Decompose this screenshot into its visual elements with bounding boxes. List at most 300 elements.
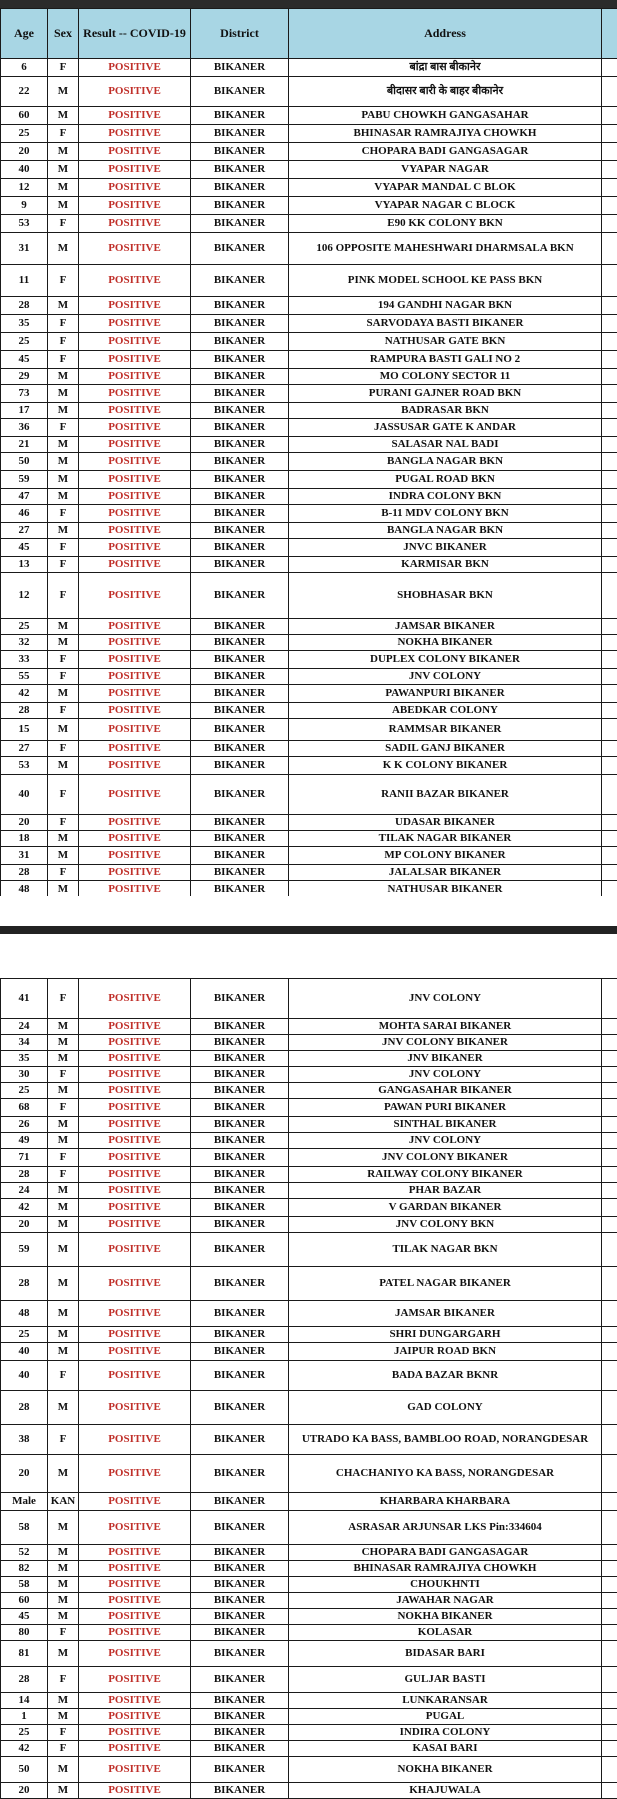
age-cell: 20 bbox=[1, 1455, 48, 1493]
table-row bbox=[1, 143, 617, 161]
age-cell: 55 bbox=[1, 669, 48, 685]
age-cell: 53 bbox=[1, 215, 48, 233]
age-cell: 25 bbox=[1, 125, 48, 143]
extra-cell bbox=[602, 651, 617, 669]
table-row bbox=[1, 685, 617, 703]
extra-cell bbox=[602, 471, 617, 489]
district-cell: BIKANER bbox=[191, 635, 289, 651]
table-row bbox=[1, 1391, 617, 1425]
result-cell: POSITIVE bbox=[79, 1117, 191, 1133]
sex-cell: M bbox=[48, 831, 79, 847]
table-header-row bbox=[1, 9, 617, 59]
extra-cell bbox=[602, 1493, 617, 1511]
address-cell: PATEL NAGAR BIKANER bbox=[289, 1267, 602, 1301]
address-cell: VYAPAR NAGAR bbox=[289, 161, 602, 179]
sex-cell: M bbox=[48, 1183, 79, 1199]
page-separator-bar bbox=[0, 926, 617, 934]
result-cell: POSITIVE bbox=[79, 1361, 191, 1391]
age-cell: 42 bbox=[1, 1741, 48, 1757]
extra-cell bbox=[602, 1511, 617, 1545]
district-cell: BIKANER bbox=[191, 741, 289, 757]
address-cell: ASRASAR ARJUNSAR LKS Pin:334604 bbox=[289, 1511, 602, 1545]
district-cell: BIKANER bbox=[191, 1133, 289, 1149]
result-cell: POSITIVE bbox=[79, 1233, 191, 1267]
address-cell: GAD COLONY bbox=[289, 1391, 602, 1425]
table-row bbox=[1, 161, 617, 179]
district-cell: BIKANER bbox=[191, 1051, 289, 1067]
result-cell: POSITIVE bbox=[79, 1019, 191, 1035]
table-row bbox=[1, 1609, 617, 1625]
district-cell: BIKANER bbox=[191, 1725, 289, 1741]
address-cell: PAWANPURI BIKANER bbox=[289, 685, 602, 703]
extra-cell bbox=[602, 419, 617, 437]
district-cell: BIKANER bbox=[191, 1693, 289, 1709]
sex-cell: F bbox=[48, 741, 79, 757]
extra-cell bbox=[602, 865, 617, 881]
sex-cell: M bbox=[48, 635, 79, 651]
age-cell: 71 bbox=[1, 1149, 48, 1167]
age-cell: 82 bbox=[1, 1561, 48, 1577]
result-cell: POSITIVE bbox=[79, 453, 191, 471]
age-cell: 35 bbox=[1, 1051, 48, 1067]
address-cell: VYAPAR MANDAL C BLOK bbox=[289, 179, 602, 197]
district-cell: BIKANER bbox=[191, 573, 289, 619]
district-cell: BIKANER bbox=[191, 1167, 289, 1183]
extra-cell bbox=[602, 685, 617, 703]
address-cell: JNV COLONY bbox=[289, 669, 602, 685]
table-row bbox=[1, 107, 617, 125]
district-cell: BIKANER bbox=[191, 489, 289, 505]
address-cell: JNV COLONY bbox=[289, 1067, 602, 1083]
extra-cell bbox=[602, 979, 617, 1019]
result-cell: POSITIVE bbox=[79, 1391, 191, 1425]
extra-cell bbox=[602, 703, 617, 719]
result-cell: POSITIVE bbox=[79, 1327, 191, 1343]
address-cell: V GARDAN BIKANER bbox=[289, 1199, 602, 1217]
age-cell: 38 bbox=[1, 1425, 48, 1455]
extra-cell bbox=[602, 179, 617, 197]
address-cell: CHOPARA BADI GANGASAGAR bbox=[289, 1545, 602, 1561]
sex-cell: F bbox=[48, 1725, 79, 1741]
result-cell: POSITIVE bbox=[79, 1217, 191, 1233]
district-cell: BIKANER bbox=[191, 865, 289, 881]
sex-cell: M bbox=[48, 757, 79, 775]
result-cell: POSITIVE bbox=[79, 1343, 191, 1361]
sex-cell: M bbox=[48, 1035, 79, 1051]
district-cell: BIKANER bbox=[191, 651, 289, 669]
table-row bbox=[1, 557, 617, 573]
sex-cell: F bbox=[48, 333, 79, 351]
sex-cell: F bbox=[48, 865, 79, 881]
result-cell: POSITIVE bbox=[79, 215, 191, 233]
extra-cell bbox=[602, 1301, 617, 1327]
extra-cell bbox=[602, 1149, 617, 1167]
sex-cell: M bbox=[48, 161, 79, 179]
result-cell: POSITIVE bbox=[79, 315, 191, 333]
result-cell: POSITIVE bbox=[79, 1267, 191, 1301]
table-row bbox=[1, 719, 617, 741]
result-cell: POSITIVE bbox=[79, 1709, 191, 1725]
age-cell: 25 bbox=[1, 619, 48, 635]
result-cell: POSITIVE bbox=[79, 233, 191, 265]
address-cell: NATHUSAR BIKANER bbox=[289, 881, 602, 899]
district-cell: BIKANER bbox=[191, 1625, 289, 1641]
extra-cell bbox=[602, 1233, 617, 1267]
address-cell: JNV COLONY bbox=[289, 979, 602, 1019]
sex-cell: M bbox=[48, 1051, 79, 1067]
extra-cell bbox=[602, 1199, 617, 1217]
extra-cell bbox=[602, 1327, 617, 1343]
age-cell: 17 bbox=[1, 403, 48, 419]
age-cell: 22 bbox=[1, 77, 48, 107]
table-row bbox=[1, 179, 617, 197]
age-cell: 20 bbox=[1, 1217, 48, 1233]
age-cell: 20 bbox=[1, 815, 48, 831]
address-column-header: Address bbox=[289, 9, 602, 59]
address-cell: CHOUKHNTI bbox=[289, 1577, 602, 1593]
district-cell: BIKANER bbox=[191, 1267, 289, 1301]
age-cell: 15 bbox=[1, 719, 48, 741]
table-row bbox=[1, 215, 617, 233]
address-cell: JASSUSAR GATE K ANDAR bbox=[289, 419, 602, 437]
age-cell: 24 bbox=[1, 1019, 48, 1035]
sex-cell: F bbox=[48, 557, 79, 573]
extra-cell bbox=[602, 351, 617, 369]
extra-cell bbox=[602, 215, 617, 233]
address-cell: E90 KK COLONY BKN bbox=[289, 215, 602, 233]
address-cell: GANGASAHAR BIKANER bbox=[289, 1083, 602, 1099]
sex-cell: F bbox=[48, 1625, 79, 1641]
age-cell: 11 bbox=[1, 265, 48, 297]
age-cell: 29 bbox=[1, 369, 48, 385]
extra-cell bbox=[602, 1391, 617, 1425]
address-cell: VYAPAR NAGAR C BLOCK bbox=[289, 197, 602, 215]
table-row bbox=[1, 1117, 617, 1133]
sex-cell: F bbox=[48, 1149, 79, 1167]
extra-cell bbox=[602, 143, 617, 161]
age-cell: 27 bbox=[1, 741, 48, 757]
extra-cell bbox=[602, 1693, 617, 1709]
table-row bbox=[1, 1233, 617, 1267]
extra-cell bbox=[602, 297, 617, 315]
table-row bbox=[1, 453, 617, 471]
address-cell: TILAK NAGAR BIKANER bbox=[289, 831, 602, 847]
address-cell: UDASAR BIKANER bbox=[289, 815, 602, 831]
table-row bbox=[1, 1217, 617, 1233]
age-cell: 80 bbox=[1, 1625, 48, 1641]
sex-cell: F bbox=[48, 775, 79, 815]
address-cell: CHACHANIYO KA BASS, NORANGDESAR bbox=[289, 1455, 602, 1493]
district-cell: BIKANER bbox=[191, 815, 289, 831]
table-row bbox=[1, 1625, 617, 1641]
address-cell: JAMSAR BIKANER bbox=[289, 1301, 602, 1327]
district-cell: BIKANER bbox=[191, 107, 289, 125]
address-cell: CHOPARA BADI GANGASAGAR bbox=[289, 143, 602, 161]
sex-cell: M bbox=[48, 1783, 79, 1799]
covid-results-table-1 bbox=[0, 8, 617, 899]
result-cell: POSITIVE bbox=[79, 557, 191, 573]
extra-cell bbox=[602, 1545, 617, 1561]
district-cell: BIKANER bbox=[191, 881, 289, 899]
address-cell: PAWAN PURI BIKANER bbox=[289, 1099, 602, 1117]
age-cell: 12 bbox=[1, 179, 48, 197]
age-cell: 25 bbox=[1, 1083, 48, 1099]
age-cell: 28 bbox=[1, 703, 48, 719]
result-cell: POSITIVE bbox=[79, 77, 191, 107]
district-cell: BIKANER bbox=[191, 775, 289, 815]
extra-cell bbox=[602, 265, 617, 297]
extra-cell bbox=[602, 831, 617, 847]
age-cell: 24 bbox=[1, 1183, 48, 1199]
address-cell: PURANI GAJNER ROAD BKN bbox=[289, 385, 602, 403]
age-cell: 9 bbox=[1, 197, 48, 215]
age-cell: 59 bbox=[1, 1233, 48, 1267]
sex-cell: F bbox=[48, 651, 79, 669]
district-cell: BIKANER bbox=[191, 539, 289, 557]
table-row bbox=[1, 1577, 617, 1593]
extra-cell bbox=[602, 1641, 617, 1667]
age-cell: 45 bbox=[1, 539, 48, 557]
table-row bbox=[1, 1693, 617, 1709]
table-row bbox=[1, 741, 617, 757]
extra-cell bbox=[602, 1361, 617, 1391]
sex-cell: M bbox=[48, 1117, 79, 1133]
district-cell: BIKANER bbox=[191, 1667, 289, 1693]
address-cell: UTRADO KA BASS, BAMBLOO ROAD, NORANGDESAR bbox=[289, 1425, 602, 1455]
table-row bbox=[1, 1757, 617, 1783]
sex-cell: F bbox=[48, 573, 79, 619]
sex-cell: M bbox=[48, 369, 79, 385]
age-cell: 32 bbox=[1, 635, 48, 651]
sex-cell: F bbox=[48, 215, 79, 233]
result-cell: POSITIVE bbox=[79, 979, 191, 1019]
extra-cell bbox=[602, 1035, 617, 1051]
table-row bbox=[1, 1511, 617, 1545]
result-cell: POSITIVE bbox=[79, 619, 191, 635]
age-cell: 60 bbox=[1, 107, 48, 125]
sex-cell: M bbox=[48, 489, 79, 505]
sex-cell: M bbox=[48, 1455, 79, 1493]
age-cell: 46 bbox=[1, 505, 48, 523]
age-cell: 6 bbox=[1, 59, 48, 77]
sex-cell: M bbox=[48, 437, 79, 453]
address-cell: TILAK NAGAR BKN bbox=[289, 1233, 602, 1267]
address-cell: MO COLONY SECTOR 11 bbox=[289, 369, 602, 385]
extra-cell bbox=[602, 847, 617, 865]
result-cell: POSITIVE bbox=[79, 651, 191, 669]
district-cell: BIKANER bbox=[191, 265, 289, 297]
address-cell: JNV COLONY BIKANER bbox=[289, 1035, 602, 1051]
age-cell: 13 bbox=[1, 557, 48, 573]
extra-cell bbox=[602, 197, 617, 215]
district-cell: BIKANER bbox=[191, 505, 289, 523]
extra-cell bbox=[602, 403, 617, 419]
address-cell: BANGLA NAGAR BKN bbox=[289, 523, 602, 539]
sex-cell: M bbox=[48, 1561, 79, 1577]
extra-cell bbox=[602, 1133, 617, 1149]
age-cell: 42 bbox=[1, 685, 48, 703]
sex-cell: M bbox=[48, 1391, 79, 1425]
extra-cell bbox=[602, 741, 617, 757]
extra-cell bbox=[602, 539, 617, 557]
result-cell: POSITIVE bbox=[79, 1609, 191, 1625]
age-cell: 26 bbox=[1, 1117, 48, 1133]
address-cell: NOKHA BIKANER bbox=[289, 635, 602, 651]
result-cell: POSITIVE bbox=[79, 635, 191, 651]
table-row bbox=[1, 1149, 617, 1167]
result-cell: POSITIVE bbox=[79, 1577, 191, 1593]
extra-cell bbox=[602, 1425, 617, 1455]
extra-cell bbox=[602, 1593, 617, 1609]
district-cell: BIKANER bbox=[191, 1117, 289, 1133]
table-row bbox=[1, 1183, 617, 1199]
age-cell: 18 bbox=[1, 831, 48, 847]
district-cell: BIKANER bbox=[191, 979, 289, 1019]
age-cell: 25 bbox=[1, 1327, 48, 1343]
table-row bbox=[1, 523, 617, 539]
address-cell: KARMISAR BKN bbox=[289, 557, 602, 573]
address-cell: INDIRA COLONY bbox=[289, 1725, 602, 1741]
sex-cell: F bbox=[48, 815, 79, 831]
table-row bbox=[1, 471, 617, 489]
result-cell: POSITIVE bbox=[79, 125, 191, 143]
sex-cell: M bbox=[48, 1593, 79, 1609]
result-cell: POSITIVE bbox=[79, 385, 191, 403]
table-row bbox=[1, 1545, 617, 1561]
table-row bbox=[1, 1051, 617, 1067]
age-cell: 58 bbox=[1, 1511, 48, 1545]
sex-cell: M bbox=[48, 1577, 79, 1593]
extra-cell bbox=[602, 1051, 617, 1067]
sex-cell: M bbox=[48, 619, 79, 635]
table-row bbox=[1, 489, 617, 505]
district-cell: BIKANER bbox=[191, 1083, 289, 1099]
age-cell: 1 bbox=[1, 1709, 48, 1725]
sex-cell: M bbox=[48, 77, 79, 107]
table-row bbox=[1, 1493, 617, 1511]
sex-cell: M bbox=[48, 107, 79, 125]
extra-cell bbox=[602, 1067, 617, 1083]
district-cell: BIKANER bbox=[191, 385, 289, 403]
table-row bbox=[1, 125, 617, 143]
district-cell: BIKANER bbox=[191, 1561, 289, 1577]
covid-results-table-2 bbox=[0, 978, 617, 1799]
table-row bbox=[1, 539, 617, 557]
extra-cell bbox=[602, 1625, 617, 1641]
sex-cell: F bbox=[48, 1425, 79, 1455]
address-cell: JNV BIKANER bbox=[289, 1051, 602, 1067]
sex-cell: F bbox=[48, 351, 79, 369]
result-cell: POSITIVE bbox=[79, 881, 191, 899]
district-cell: BIKANER bbox=[191, 143, 289, 161]
result-cell: POSITIVE bbox=[79, 719, 191, 741]
result-cell: POSITIVE bbox=[79, 1545, 191, 1561]
address-cell: PINK MODEL SCHOOL KE PASS BKN bbox=[289, 265, 602, 297]
result-cell: POSITIVE bbox=[79, 775, 191, 815]
address-cell: SALASAR NAL BADI bbox=[289, 437, 602, 453]
age-cell: 12 bbox=[1, 573, 48, 619]
extra-cell bbox=[602, 1561, 617, 1577]
sex-cell: F bbox=[48, 669, 79, 685]
district-cell: BIKANER bbox=[191, 1425, 289, 1455]
table-row bbox=[1, 1641, 617, 1667]
result-cell: POSITIVE bbox=[79, 161, 191, 179]
age-cell: 48 bbox=[1, 1301, 48, 1327]
extra-cell bbox=[602, 369, 617, 385]
age-cell: 33 bbox=[1, 651, 48, 669]
result-cell: POSITIVE bbox=[79, 1067, 191, 1083]
extra-cell bbox=[602, 757, 617, 775]
address-cell: KHAJUWALA bbox=[289, 1783, 602, 1799]
address-cell: NOKHA BIKANER bbox=[289, 1609, 602, 1625]
sex-cell: F bbox=[48, 1667, 79, 1693]
sex-cell: M bbox=[48, 881, 79, 899]
district-cell: BIKANER bbox=[191, 333, 289, 351]
extra-cell bbox=[602, 125, 617, 143]
address-cell: बीदासर बारी के बाहर बीकानेर bbox=[289, 77, 602, 107]
age-cell: 48 bbox=[1, 881, 48, 899]
age-cell: 14 bbox=[1, 1693, 48, 1709]
sex-cell: M bbox=[48, 143, 79, 161]
address-cell: B-11 MDV COLONY BKN bbox=[289, 505, 602, 523]
address-cell: SADIL GANJ BIKANER bbox=[289, 741, 602, 757]
age-cell: 58 bbox=[1, 1577, 48, 1593]
district-cell: BIKANER bbox=[191, 1545, 289, 1561]
extra-cell bbox=[602, 1099, 617, 1117]
extra-cell bbox=[602, 1577, 617, 1593]
sex-cell: M bbox=[48, 523, 79, 539]
result-cell: POSITIVE bbox=[79, 1511, 191, 1545]
result-cell: POSITIVE bbox=[79, 437, 191, 453]
table-row bbox=[1, 651, 617, 669]
result-cell: POSITIVE bbox=[79, 523, 191, 539]
address-cell: INDRA COLONY BKN bbox=[289, 489, 602, 505]
sex-cell: M bbox=[48, 1545, 79, 1561]
sex-cell: M bbox=[48, 1511, 79, 1545]
address-cell: PABU CHOWKH GANGASAHAR bbox=[289, 107, 602, 125]
district-cell: BIKANER bbox=[191, 1183, 289, 1199]
address-cell: SARVODAYA BASTI BIKANER bbox=[289, 315, 602, 333]
district-cell: BIKANER bbox=[191, 1099, 289, 1117]
address-cell: SHOBHASAR BKN bbox=[289, 573, 602, 619]
result-cell: POSITIVE bbox=[79, 1757, 191, 1783]
age-cell: 28 bbox=[1, 865, 48, 881]
district-cell: BIKANER bbox=[191, 1391, 289, 1425]
result-cell: POSITIVE bbox=[79, 1667, 191, 1693]
age-cell: 60 bbox=[1, 1593, 48, 1609]
result-cell: POSITIVE bbox=[79, 1455, 191, 1493]
district-cell: BIKANER bbox=[191, 1709, 289, 1725]
result-cell: POSITIVE bbox=[79, 1051, 191, 1067]
age-cell: 52 bbox=[1, 1545, 48, 1561]
district-cell: BIKANER bbox=[191, 1783, 289, 1799]
table-row bbox=[1, 77, 617, 107]
age-cell: 28 bbox=[1, 1267, 48, 1301]
table-row bbox=[1, 1199, 617, 1217]
address-cell: MP COLONY BIKANER bbox=[289, 847, 602, 865]
result-cell: POSITIVE bbox=[79, 489, 191, 505]
district-cell: BIKANER bbox=[191, 1511, 289, 1545]
age-cell: 28 bbox=[1, 1391, 48, 1425]
age-cell: 50 bbox=[1, 1757, 48, 1783]
table-row bbox=[1, 1327, 617, 1343]
table-row bbox=[1, 333, 617, 351]
result-cell: POSITIVE bbox=[79, 1493, 191, 1511]
age-cell: 68 bbox=[1, 1099, 48, 1117]
result-cell: POSITIVE bbox=[79, 1725, 191, 1741]
address-cell: JNVC BIKANER bbox=[289, 539, 602, 557]
table-row bbox=[1, 315, 617, 333]
